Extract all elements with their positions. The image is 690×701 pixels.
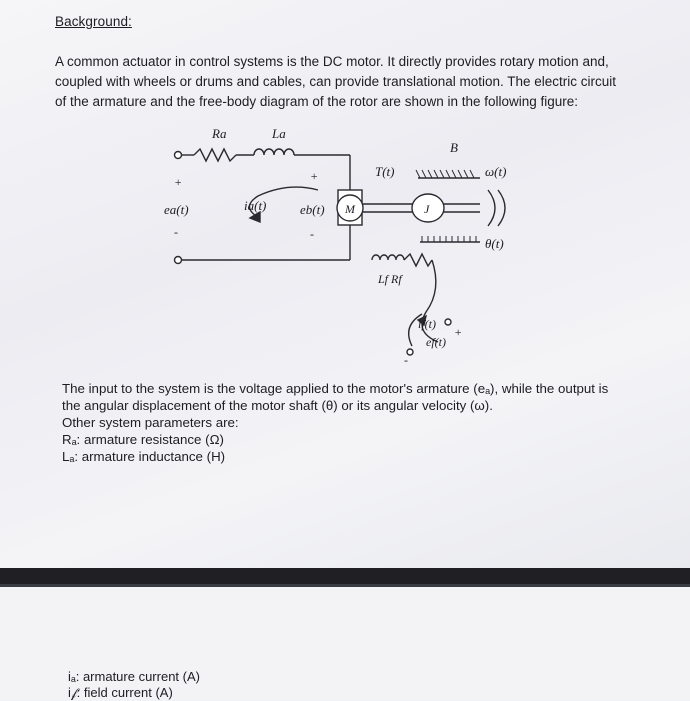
parameter-list-continued bbox=[68, 669, 200, 701]
minus-sign: - bbox=[404, 353, 408, 367]
label-ia: ia(t) bbox=[244, 198, 267, 213]
label-torque: T(t) bbox=[375, 164, 395, 179]
section-heading: Background: bbox=[55, 14, 132, 29]
label-field-lr: Lf Rf bbox=[378, 272, 402, 286]
minus-sign: - bbox=[174, 225, 178, 239]
intro-paragraph bbox=[55, 52, 655, 112]
intro-line: of the armature and the free-body diagram of the rotor are shown in the following figure: bbox=[55, 94, 579, 109]
label-ra: Ra bbox=[212, 126, 227, 141]
description-line: The input to the system is the voltage applied to the motor's armature (eₐ), while the output is bbox=[62, 381, 609, 396]
label-omega: ω(t) bbox=[485, 164, 507, 179]
label-if: if(t) bbox=[418, 317, 436, 331]
label-b: B bbox=[450, 140, 458, 155]
description-line: the angular displacement of the motor shaft (θ) or its angular velocity (ω). bbox=[62, 398, 493, 413]
label-ea: ea(t) bbox=[164, 202, 189, 217]
label-inertia: J bbox=[424, 202, 430, 216]
dc-motor-circuit-diagram bbox=[150, 120, 570, 370]
description-paragraph bbox=[62, 380, 662, 465]
label-theta: θ(t) bbox=[485, 236, 504, 251]
description-line: Other system parameters are: bbox=[62, 415, 239, 430]
intro-line: A common actuator in control systems is the DC motor. It directly provides rotary motion and, bbox=[55, 54, 609, 69]
intro-line: coupled with wheels or drums and cables, can provide translational motion. The electric circuit bbox=[55, 74, 617, 89]
parameter-line: i𝒻: field current (A) bbox=[68, 685, 173, 700]
label-eb: eb(t) bbox=[300, 202, 325, 217]
plus-sign: + bbox=[174, 175, 183, 189]
label-ef: ef(t) bbox=[426, 335, 446, 349]
label-la: La bbox=[272, 126, 286, 141]
label-motor: M bbox=[345, 202, 355, 216]
parameter-line: iₐ: armature current (A) bbox=[68, 669, 200, 684]
page-divider bbox=[0, 568, 690, 584]
parameter-line: Rₐ: armature resistance (Ω) bbox=[62, 432, 224, 447]
plus-sign: + bbox=[454, 325, 463, 339]
minus-sign: - bbox=[310, 227, 314, 241]
plus-sign: + bbox=[310, 169, 319, 183]
parameter-line: Lₐ: armature inductance (H) bbox=[62, 449, 226, 464]
